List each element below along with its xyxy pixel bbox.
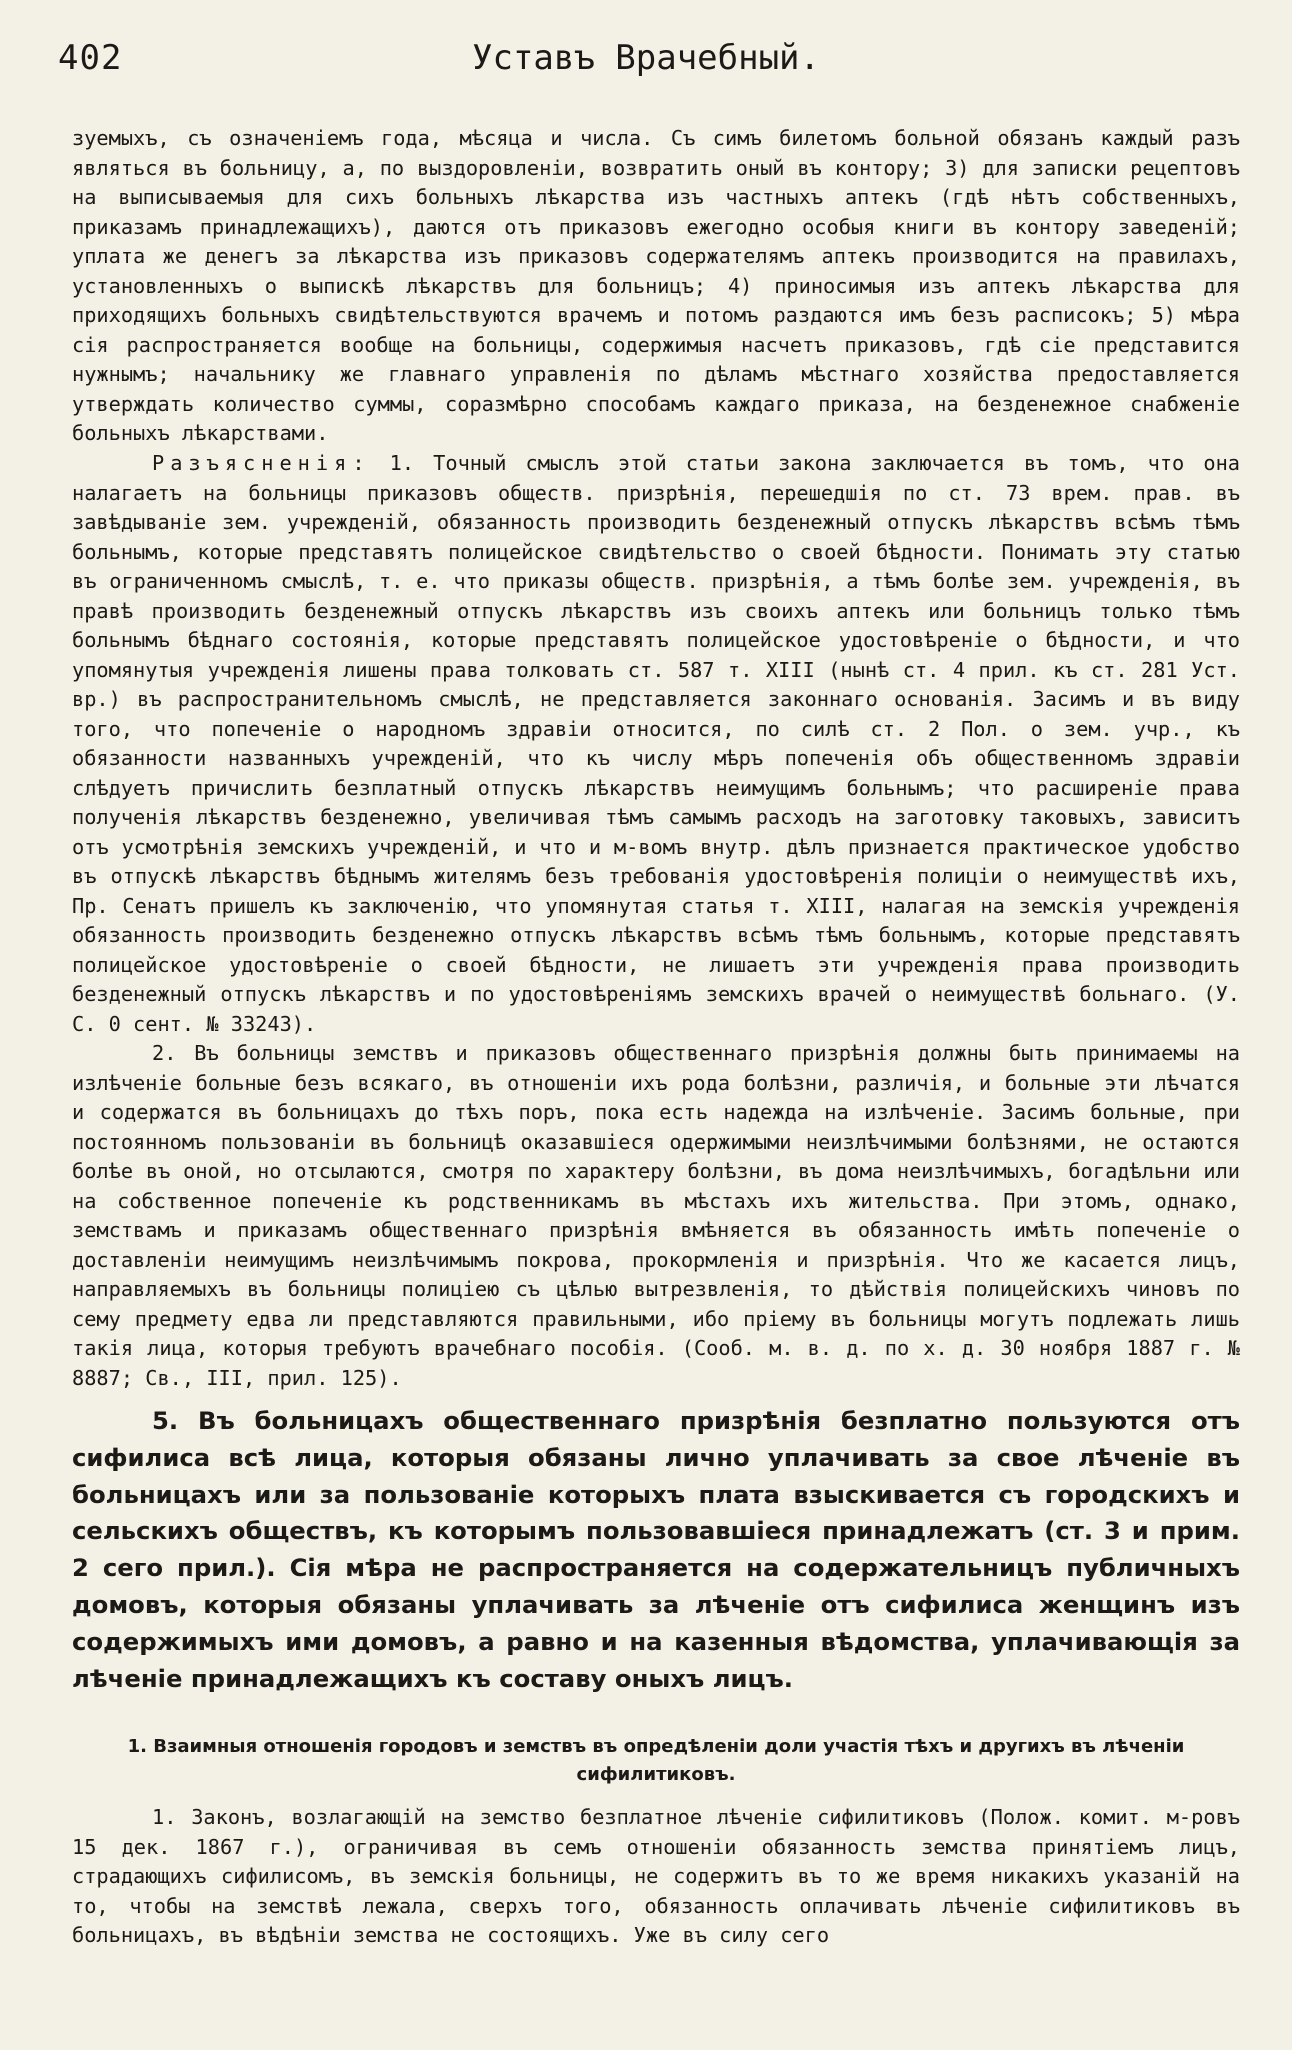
- paragraph-continued: зуемыхъ, съ означеніемъ года, мѣсяца и числа. Съ симъ билетомъ больной обязанъ каждый разъ являться въ больницу, а, по выздоровленіи, возвратить оный въ контору; 3) для записки рецептовъ на выписываемыя для сихъ больныхъ лѣкарства изъ частныхъ аптекъ (гдѣ нѣтъ собственныхъ, приказамъ принадлежащихъ), даются отъ приказовъ ежегодно особыя книги въ контору заведеній; уплата же денегъ за лѣкарства изъ приказовъ содержателямъ аптекъ производится на правилахъ, установленныхъ о выпискѣ лѣкарствъ для больницъ; 4) приносимыя изъ аптекъ лѣкарства для приходящихъ больныхъ свидѣтельствуются врачемъ и потомъ раздаются имъ безъ расписокъ; 5) мѣра сія распространяется вообще на больницы, содержимыя насчетъ приказовъ, гдѣ сіе представится нужнымъ; начальнику же главнаго управленія по дѣламъ мѣстнаго хозяйства предоставляется утверждать количество суммы, соразмѣрно способамъ каждаго приказа, на безденежное снабженіе больныхъ лѣкарствами.: [72, 126, 1240, 445]
- explanation-paragraph-1: [72, 449, 1240, 1039]
- page-header: [58, 38, 1234, 88]
- section-paragraph-1: 1. Законъ, возлагающій на земство безплатное лѣченіе сифилитиковъ (Полож. комит. м-ровъ 15 дек. 1867 г.), ограничивая въ семъ отношеніи обязанность земства принятіемъ лицъ, страдающихъ сифилисомъ, въ земскія больницы, не содержитъ въ то же время никакихъ указаній на то, чтобы на земствѣ лежала, сверхъ того, обязанность оплачивать лѣченіе сифилитиковъ въ больницахъ, въ вѣдѣніи земства не состоящихъ. Уже въ силу сего: [72, 1805, 1240, 1947]
- explanation-paragraph-2: 2. Въ больницы земствъ и приказовъ общественнаго призрѣнія должны быть принимаемы на излѣченіе больные безъ всякаго, въ отношеніи ихъ рода болѣзни, различія, и больные эти лѣчатся и содержатся въ больницахъ до тѣхъ поръ, пока есть надежда на излѣченіе. Засимъ больные, при постоянномъ пользованіи въ больницѣ оказавшіеся одержимыми неизлѣчимыми болѣзнями, не остаются болѣе въ оной, но отсылаются, смотря по характеру болѣзни, въ дома неизлѣчимыхъ, богадѣльни или на собственное попеченіе къ родственникамъ въ мѣстахъ ихъ жительства. При этомъ, однако, земствамъ и приказамъ общественнаго призрѣнія вмѣняется въ обязанность имѣть попеченіе о доставленіи неимущимъ неизлѣчимымъ покрова, прокормленія и призрѣнія. Что же касается лицъ, направляемыхъ въ больницы полиціею съ цѣлью вытрезвленія, то дѣйствія полицейскихъ чиновъ по сему предмету едва ли представляются правильными, ибо пріему въ больницы могутъ подлежать лишь такія лица, которыя требуютъ врачебнаго пособія. (Сооб. м. в. д. по х. д. 30 ноября 1887 г. № 8887; Св., III, прил. 125).: [72, 1041, 1240, 1390]
- running-title: Уставъ Врачебный.: [472, 38, 820, 78]
- explanation-1-text: 1. Точный смыслъ этой статьи закона заключается въ томъ, что она налагаетъ на больницы приказовъ обществ. призрѣнія, перешедшія по ст. 73 врем. прав. въ завѣдываніе зем. учрежденій, обязанность производить безденежный отпускъ лѣкарствъ всѣмъ тѣмъ больнымъ, которые представятъ полицейское свидѣтельство о своей бѣдности. Понимать эту статью въ ограниченномъ смыслѣ, т. е. что приказы обществ. призрѣнія, а тѣмъ болѣе зем. учрежденія, въ правѣ производить безденежный отпускъ лѣкарствъ изъ своихъ аптекъ или больницъ только тѣмъ больнымъ бѣднаго состоянія, которые представятъ полицейское удостовѣреніе о бѣдности, и что упомянутыя учрежденія лишены права толковать ст. 587 т. XIII (нынѣ ст. 4 прил. къ ст. 281 Уст. вр.) въ распространительномъ смыслѣ, не представляется законнаго основанія. Засимъ и въ виду того, что попеченіе о народномъ здравіи относится, по силѣ ст. 2 Пол. о зем. учр., къ обязанности названныхъ учрежденій, что къ числу мѣръ попеченія объ общественномъ здравіи слѣдуетъ причислить безплатный отпускъ лѣкарствъ неимущимъ больнымъ; что расширеніе права полученія лѣкарствъ безденежно, увеличивая тѣмъ самымъ расходъ на заготовку таковыхъ, зависитъ отъ усмотрѣнія земскихъ учрежденій, и что и м-вомъ внутр. дѣлъ признается практическое удобство въ отпускѣ лѣкарствъ бѣднымъ жителямъ безъ требованія удостовѣренія полиціи о неимуществѣ ихъ, Пр. Сенатъ пришелъ къ заключенію, что упомянутая статья т. XIII, налагая на земскія учрежденія обязанность производить безденежно отпускъ лѣкарствъ всѣмъ тѣмъ больнымъ, которые представятъ полицейское удостовѣреніе о своей бѣдности, не лишаетъ эти учрежденія права производить безденежный отпускъ лѣкарствъ и по удостовѣреніямъ земскихъ врачей о неимуществѣ больнаго. (У. С. 0 сент. № 33243).: [72, 451, 1240, 1036]
- page-number: 402: [58, 38, 123, 78]
- section-heading: 1. Взаимныя отношенія городовъ и земствъ въ опредѣленіи доли участія тѣхъ и другихъ въ лѣченіи сифилитиковъ.: [127, 1736, 1185, 1785]
- explanations-label: Разъясненія:: [152, 451, 371, 475]
- article-5: 5. Въ больницахъ общественнаго призрѣнія безплатно пользуются отъ сифилиса всѣ лица, которыя обязаны лично уплачивать за свое лѣченіе въ больницахъ или за пользованіе которыхъ плата взыскивается съ городскихъ и сельскихъ обществъ, къ которымъ пользовавшіеся принадлежатъ (ст. 3 и прим. 2 сего прил.). Сія мѣра не распространяется на содержательницъ публичныхъ домовъ, которыя обязаны уплачивать за лѣченіе отъ сифилиса женщинъ изъ содержимыхъ ими домовъ, а равно и на казенныя вѣдомства, уплачивающія за лѣченіе принадлежащихъ къ составу оныхъ лицъ.: [72, 1406, 1240, 1693]
